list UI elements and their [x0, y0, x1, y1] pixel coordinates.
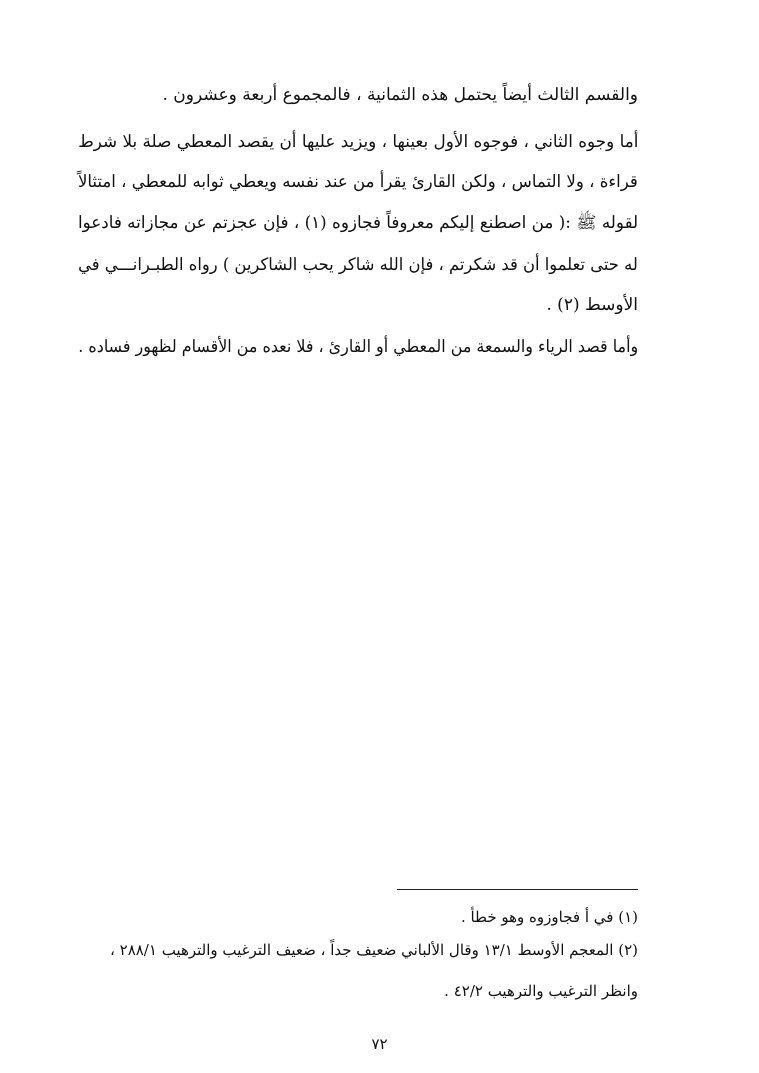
- footnote-divider: [397, 889, 638, 890]
- text-line-4: لقوله ﷺ :( من اصطنع إليكم معروفاً فجازوه (١) ، فإن عجزتم عن مجازاته فادعوا: [77, 213, 638, 233]
- footnote-2: (٢) المعجم الأوسط ١٣/١ وقال الألباني ضعيف جداً ، ضعيف الترغيب والترهيب ٢٨٨/١ ،: [110, 941, 638, 959]
- text-line-5: له حتى تعلموا أن قد شكرتم ، فإن الله شاكر يحب الشاكرين ) رواه الطبـرانـــي في: [78, 255, 638, 275]
- text-line-2: أما وجوه الثاني ، فوجوه الأول بعينها ، ويزيد عليها أن يقصد المعطي صلة بلا شرط: [77, 132, 638, 152]
- text-line-3: قراءة ، ولا التماس ، ولكن القارئ يقرأ من عند نفسه ويعطي ثوابه للمعطي ، امتثالاً: [78, 172, 638, 192]
- page-number: ٧٢: [371, 1035, 388, 1053]
- footnote-2-continued: وانظر الترغيب والترهيب ٤٢/٢ .: [444, 982, 638, 1000]
- text-line-6: الأوسط (٢) .: [546, 295, 638, 315]
- footnote-1: (١) في أ فجاوزوه وهو خطأ .: [460, 908, 638, 926]
- text-line-7: وأما قصد الرياء والسمعة من المعطي أو القارئ ، فلا نعده من الأقسام لظهور فساده .: [78, 337, 638, 357]
- text-line-1: والقسم الثالث أيضاً يحتمل هذه الثمانية ، فالمجموع أربعة وعشرون .: [162, 85, 638, 105]
